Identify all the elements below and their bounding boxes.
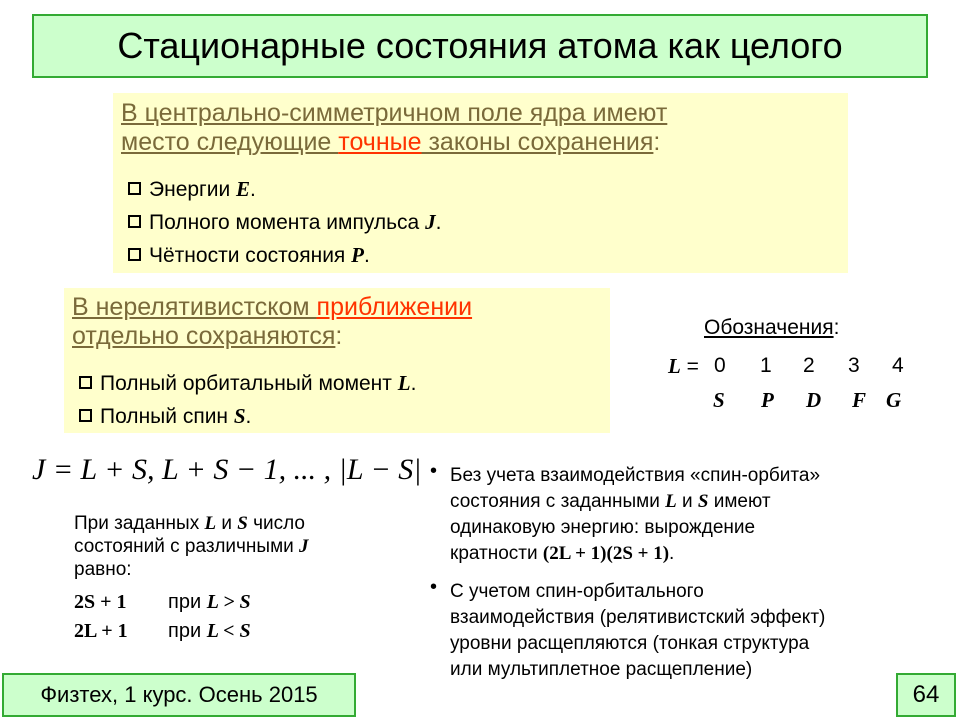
exact-word: точные [338,128,422,156]
notation-letter-s: S [713,388,725,412]
notation-l-3: 3 [848,354,860,377]
states-row-1-cond: при L > S [168,591,251,613]
notation-l-1: 1 [760,354,772,377]
law-item-energy: Энергии E. [128,177,256,202]
conservation-laws-header: В центрально-симметричном поле ядра имеют место следующие точные законы сохранения: [121,99,668,156]
notation-label: Обозначения: [704,316,840,339]
bullet-no-spin-orbit: Без учета взаимодействия «спин-орбита» состояния с заданными L и S имеют одинаковую энергию: вырождение кратности (2L + 1)(2S + 1). [450,465,821,564]
notation-l-0: 0 [714,354,726,377]
notation-letter-d: D [806,388,822,412]
page-number-box [896,673,956,717]
nonrelativistic-header: В нерелятивистском приближении отдельно сохраняются: [72,293,473,350]
footer-text: Физтех, 1 курс. Осень 2015 [40,682,318,707]
notation-l-4: 4 [892,354,904,377]
notation-letter-f: F [852,388,867,412]
bullet-dot-icon: • [430,576,438,598]
law-item-parity: Чётности состояния P. [128,243,370,268]
checkbox-icon [128,182,141,195]
footer-box [2,673,356,717]
states-row-1-expr: 2S + 1 [74,591,127,613]
page-number: 64 [912,681,940,708]
bullet-dot-icon: • [430,460,438,482]
notation-l-row: L = [668,354,699,378]
conserved-item-orbital: Полный орбитальный момент L. [79,371,416,396]
bullet-with-spin-orbit: С учетом спин-орбитального взаимодействия (релятивистский эффект) уровни расщепляются (тонкая структура или мультиплетное расщепление) [450,581,826,680]
slide-title: Стационарные состояния атома как целого [117,25,843,66]
checkbox-icon [79,376,92,389]
states-row-2-cond: при L < S [168,620,251,642]
states-count-text: При заданных L и S число состояний с различными J равно: [74,513,309,580]
states-row-2-expr: 2L + 1 [74,620,128,642]
slide-title-box [32,14,928,78]
conserved-item-spin: Полный спин S. [79,404,251,429]
notation-letter-p: P [761,388,774,412]
checkbox-icon [128,248,141,261]
checkbox-icon [128,215,141,228]
checkbox-icon [79,409,92,422]
total-momentum-formula: J = L + S, L + S − 1, ... , |L − S| [32,453,422,486]
notation-letter-g: G [886,388,902,412]
notation-l-2: 2 [803,354,815,377]
law-item-momentum: Полного момента импульса J. [128,210,441,235]
approximation-word: приближении [316,293,473,321]
